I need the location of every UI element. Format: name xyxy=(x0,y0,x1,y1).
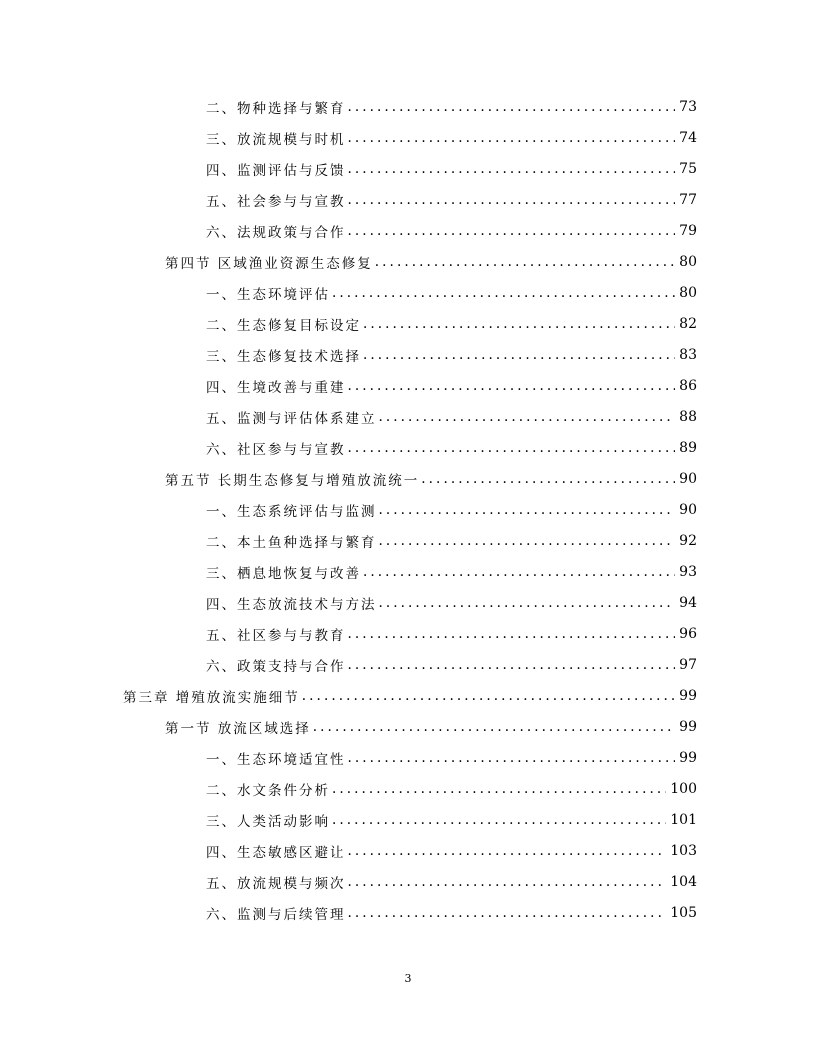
toc-dot-leader xyxy=(421,471,675,487)
toc-entry[interactable] xyxy=(0,618,816,649)
toc-entry-title: 六、监测与后续管理 xyxy=(206,906,346,923)
toc-entry[interactable] xyxy=(0,649,816,680)
toc-dot-leader xyxy=(348,905,667,921)
toc-dot-leader xyxy=(348,161,676,177)
toc-entry-title: 六、法规政策与合作 xyxy=(206,224,346,241)
toc-entry-title: 五、监测与评估体系建立 xyxy=(206,410,377,427)
toc-entry-title: 六、社区参与与宣教 xyxy=(206,441,346,458)
toc-entry-page: 90 xyxy=(679,501,697,518)
toc-dot-leader xyxy=(313,719,675,735)
toc-dot-leader xyxy=(348,440,676,456)
toc-entry-page: 100 xyxy=(670,780,697,797)
toc-dot-leader xyxy=(348,843,667,859)
toc-dot-leader xyxy=(363,564,675,580)
toc-dot-leader xyxy=(348,130,676,146)
toc-entry-page: 80 xyxy=(679,284,697,301)
toc-entry[interactable] xyxy=(0,153,816,184)
toc-entry-title: 一、生态环境评估 xyxy=(206,286,330,303)
toc-entry[interactable] xyxy=(0,184,816,215)
toc-entry[interactable] xyxy=(0,711,816,742)
toc-entry-title: 第四节 区域渔业资源生态修复 xyxy=(165,255,373,272)
toc-entry[interactable] xyxy=(0,91,816,122)
toc-entry-page: 74 xyxy=(679,129,697,146)
toc-dot-leader xyxy=(302,688,675,704)
toc-entry[interactable] xyxy=(0,587,816,618)
toc-entry-page: 82 xyxy=(679,315,697,332)
toc-entry-title: 二、水文条件分析 xyxy=(206,782,330,799)
toc-entry-title: 五、社会参与与宣教 xyxy=(206,193,346,210)
toc-entry-title: 三、放流规模与时机 xyxy=(206,131,346,148)
toc-entry[interactable] xyxy=(0,215,816,246)
toc-entry-page: 99 xyxy=(679,687,697,704)
toc-dot-leader xyxy=(348,378,676,394)
toc-entry[interactable] xyxy=(0,866,816,897)
table-of-contents xyxy=(0,91,816,928)
toc-entry-page: 90 xyxy=(679,470,697,487)
toc-entry-title: 四、生态敏感区避让 xyxy=(206,844,346,861)
toc-entry[interactable] xyxy=(0,246,816,277)
toc-entry-page: 96 xyxy=(679,625,697,642)
toc-entry-page: 105 xyxy=(670,904,697,921)
toc-entry-page: 99 xyxy=(679,749,697,766)
toc-entry[interactable] xyxy=(0,277,816,308)
toc-entry[interactable] xyxy=(0,339,816,370)
toc-dot-leader xyxy=(379,533,676,549)
toc-entry-title: 二、生态修复目标设定 xyxy=(206,317,361,334)
toc-entry-title: 一、生态系统评估与监测 xyxy=(206,503,377,520)
toc-entry-title: 五、放流规模与频次 xyxy=(206,875,346,892)
toc-entry-page: 97 xyxy=(679,656,697,673)
toc-entry-page: 92 xyxy=(679,532,697,549)
toc-dot-leader xyxy=(348,874,667,890)
toc-dot-leader xyxy=(348,750,676,766)
toc-entry-page: 101 xyxy=(670,811,697,828)
toc-entry[interactable] xyxy=(0,401,816,432)
toc-entry[interactable] xyxy=(0,804,816,835)
toc-entry-page: 79 xyxy=(679,222,697,239)
toc-entry[interactable] xyxy=(0,308,816,339)
toc-dot-leader xyxy=(363,347,675,363)
toc-entry-title: 二、物种选择与繁育 xyxy=(206,100,346,117)
toc-dot-leader xyxy=(379,502,676,518)
toc-entry-page: 86 xyxy=(679,377,697,394)
toc-entry-title: 第一节 放流区域选择 xyxy=(165,720,311,737)
toc-entry-page: 94 xyxy=(679,594,697,611)
toc-dot-leader xyxy=(363,316,675,332)
toc-entry[interactable] xyxy=(0,742,816,773)
toc-dot-leader xyxy=(379,409,676,425)
toc-entry-title: 四、生境改善与重建 xyxy=(206,379,346,396)
toc-entry-title: 四、生态放流技术与方法 xyxy=(206,596,377,613)
toc-dot-leader xyxy=(379,595,676,611)
toc-dot-leader xyxy=(375,254,675,270)
toc-entry-page: 83 xyxy=(679,346,697,363)
toc-entry-page: 75 xyxy=(679,160,697,177)
toc-entry-title: 四、监测评估与反馈 xyxy=(206,162,346,179)
toc-entry-page: 104 xyxy=(670,873,697,890)
toc-entry-page: 77 xyxy=(679,191,697,208)
toc-entry[interactable] xyxy=(0,556,816,587)
toc-entry[interactable] xyxy=(0,835,816,866)
toc-entry[interactable] xyxy=(0,463,816,494)
toc-entry-title: 三、生态修复技术选择 xyxy=(206,348,361,365)
toc-entry-page: 73 xyxy=(679,98,697,115)
toc-entry[interactable] xyxy=(0,494,816,525)
toc-entry-page: 80 xyxy=(679,253,697,270)
toc-entry-title: 六、政策支持与合作 xyxy=(206,658,346,675)
toc-dot-leader xyxy=(348,99,676,115)
toc-entry-title: 第三章 增殖放流实施细节 xyxy=(123,689,300,706)
toc-dot-leader xyxy=(348,626,676,642)
toc-dot-leader xyxy=(332,812,666,828)
toc-entry-page: 99 xyxy=(679,718,697,735)
toc-dot-leader xyxy=(348,192,676,208)
toc-entry[interactable] xyxy=(0,370,816,401)
toc-entry[interactable] xyxy=(0,897,816,928)
toc-entry[interactable] xyxy=(0,680,816,711)
toc-entry-page: 88 xyxy=(679,408,697,425)
toc-entry-title: 三、人类活动影响 xyxy=(206,813,330,830)
toc-entry-title: 一、生态环境适宜性 xyxy=(206,751,346,768)
toc-entry-title: 二、本土鱼种选择与繁育 xyxy=(206,534,377,551)
toc-entry-page: 89 xyxy=(679,439,697,456)
toc-entry-title: 第五节 长期生态修复与增殖放流统一 xyxy=(165,472,420,489)
toc-entry[interactable] xyxy=(0,122,816,153)
page-number: 3 xyxy=(404,972,412,985)
toc-entry[interactable] xyxy=(0,773,816,804)
toc-entry-page: 103 xyxy=(670,842,697,859)
toc-dot-leader xyxy=(332,285,675,301)
toc-dot-leader xyxy=(348,223,676,239)
toc-dot-leader xyxy=(348,657,676,673)
toc-entry[interactable] xyxy=(0,432,816,463)
toc-entry-page: 93 xyxy=(679,563,697,580)
toc-dot-leader xyxy=(332,781,666,797)
toc-entry-title: 五、社区参与与教育 xyxy=(206,627,346,644)
toc-entry-title: 三、栖息地恢复与改善 xyxy=(206,565,361,582)
toc-entry[interactable] xyxy=(0,525,816,556)
